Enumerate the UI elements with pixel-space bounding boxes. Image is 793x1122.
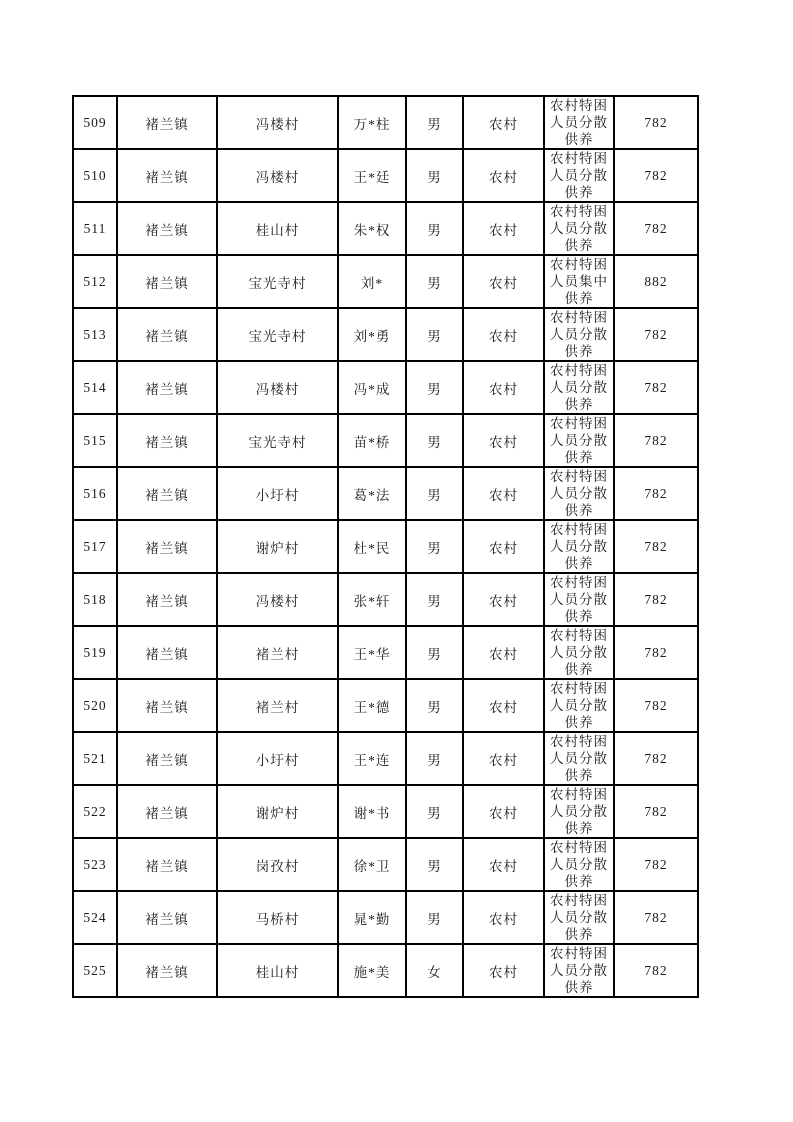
cell-gender: 男: [406, 96, 463, 149]
cell-area-type: 农村: [463, 520, 544, 573]
cell-category: 农村特困人员分散供养: [544, 96, 614, 149]
cell-town: 褚兰镇: [117, 891, 217, 944]
cell-serial-number: 518: [73, 573, 117, 626]
cell-category: 农村特困人员分散供养: [544, 891, 614, 944]
benefit-table: [72, 95, 699, 998]
cell-person-name: 施*美: [338, 944, 406, 997]
cell-serial-number: 513: [73, 308, 117, 361]
cell-area-type: 农村: [463, 785, 544, 838]
cell-gender: 男: [406, 255, 463, 308]
cell-village: 宝光寺村: [217, 255, 338, 308]
cell-town: 褚兰镇: [117, 626, 217, 679]
cell-village: 褚兰村: [217, 679, 338, 732]
cell-village: 冯楼村: [217, 96, 338, 149]
cell-area-type: 农村: [463, 732, 544, 785]
table-row: [73, 149, 698, 202]
cell-amount: 782: [614, 96, 698, 149]
table-row: [73, 96, 698, 149]
cell-town: 褚兰镇: [117, 202, 217, 255]
cell-town: 褚兰镇: [117, 149, 217, 202]
cell-village: 桂山村: [217, 202, 338, 255]
cell-person-name: 葛*法: [338, 467, 406, 520]
cell-amount: 782: [614, 573, 698, 626]
cell-area-type: 农村: [463, 679, 544, 732]
cell-person-name: 冯*成: [338, 361, 406, 414]
cell-serial-number: 516: [73, 467, 117, 520]
cell-gender: 男: [406, 626, 463, 679]
cell-town: 褚兰镇: [117, 308, 217, 361]
benefit-table-body: [73, 96, 698, 997]
cell-amount: 782: [614, 626, 698, 679]
cell-area-type: 农村: [463, 838, 544, 891]
cell-area-type: 农村: [463, 573, 544, 626]
table-row: [73, 573, 698, 626]
table-row: [73, 732, 698, 785]
cell-serial-number: 520: [73, 679, 117, 732]
cell-village: 宝光寺村: [217, 414, 338, 467]
cell-amount: 782: [614, 202, 698, 255]
table-row: [73, 944, 698, 997]
cell-category: 农村特困人员分散供养: [544, 467, 614, 520]
cell-category: 农村特困人员分散供养: [544, 785, 614, 838]
cell-area-type: 农村: [463, 467, 544, 520]
cell-area-type: 农村: [463, 414, 544, 467]
cell-village: 谢炉村: [217, 785, 338, 838]
cell-amount: 882: [614, 255, 698, 308]
cell-town: 褚兰镇: [117, 785, 217, 838]
table-row: [73, 785, 698, 838]
cell-person-name: 刘*勇: [338, 308, 406, 361]
cell-person-name: 杜*民: [338, 520, 406, 573]
cell-person-name: 王*廷: [338, 149, 406, 202]
cell-category: 农村特困人员分散供养: [544, 308, 614, 361]
cell-village: 冯楼村: [217, 361, 338, 414]
cell-category: 农村特困人员分散供养: [544, 149, 614, 202]
cell-category: 农村特困人员分散供养: [544, 626, 614, 679]
cell-amount: 782: [614, 414, 698, 467]
cell-town: 褚兰镇: [117, 255, 217, 308]
cell-area-type: 农村: [463, 202, 544, 255]
table-row: [73, 520, 698, 573]
cell-gender: 男: [406, 679, 463, 732]
cell-gender: 男: [406, 520, 463, 573]
cell-village: 冯楼村: [217, 149, 338, 202]
cell-village: 马桥村: [217, 891, 338, 944]
cell-village: 宝光寺村: [217, 308, 338, 361]
cell-gender: 男: [406, 785, 463, 838]
cell-serial-number: 509: [73, 96, 117, 149]
cell-town: 褚兰镇: [117, 573, 217, 626]
cell-gender: 男: [406, 202, 463, 255]
cell-village: 小圩村: [217, 467, 338, 520]
cell-area-type: 农村: [463, 361, 544, 414]
cell-village: 谢炉村: [217, 520, 338, 573]
cell-person-name: 王*连: [338, 732, 406, 785]
cell-person-name: 王*华: [338, 626, 406, 679]
cell-person-name: 朱*权: [338, 202, 406, 255]
cell-gender: 男: [406, 732, 463, 785]
table-row: [73, 308, 698, 361]
cell-town: 褚兰镇: [117, 361, 217, 414]
cell-amount: 782: [614, 785, 698, 838]
cell-town: 褚兰镇: [117, 414, 217, 467]
table-row: [73, 255, 698, 308]
cell-serial-number: 512: [73, 255, 117, 308]
cell-amount: 782: [614, 838, 698, 891]
cell-amount: 782: [614, 520, 698, 573]
cell-area-type: 农村: [463, 255, 544, 308]
cell-village: 桂山村: [217, 944, 338, 997]
cell-category: 农村特困人员集中供养: [544, 255, 614, 308]
cell-serial-number: 515: [73, 414, 117, 467]
cell-village: 小圩村: [217, 732, 338, 785]
cell-serial-number: 517: [73, 520, 117, 573]
cell-gender: 男: [406, 467, 463, 520]
cell-category: 农村特困人员分散供养: [544, 414, 614, 467]
cell-category: 农村特困人员分散供养: [544, 361, 614, 414]
cell-town: 褚兰镇: [117, 838, 217, 891]
cell-category: 农村特困人员分散供养: [544, 520, 614, 573]
cell-village: 岗孜村: [217, 838, 338, 891]
cell-gender: 男: [406, 308, 463, 361]
cell-person-name: 王*德: [338, 679, 406, 732]
cell-gender: 男: [406, 891, 463, 944]
cell-serial-number: 521: [73, 732, 117, 785]
cell-area-type: 农村: [463, 944, 544, 997]
cell-town: 褚兰镇: [117, 467, 217, 520]
table-row: [73, 467, 698, 520]
table-row: [73, 361, 698, 414]
cell-category: 农村特困人员分散供养: [544, 573, 614, 626]
cell-amount: 782: [614, 308, 698, 361]
cell-category: 农村特困人员分散供养: [544, 202, 614, 255]
cell-area-type: 农村: [463, 149, 544, 202]
table-row: [73, 202, 698, 255]
cell-person-name: 苗*桥: [338, 414, 406, 467]
cell-village: 冯楼村: [217, 573, 338, 626]
cell-gender: 男: [406, 838, 463, 891]
cell-amount: 782: [614, 732, 698, 785]
cell-person-name: 张*轩: [338, 573, 406, 626]
cell-person-name: 徐*卫: [338, 838, 406, 891]
cell-serial-number: 523: [73, 838, 117, 891]
cell-serial-number: 514: [73, 361, 117, 414]
cell-gender: 男: [406, 361, 463, 414]
cell-person-name: 谢*书: [338, 785, 406, 838]
cell-category: 农村特困人员分散供养: [544, 838, 614, 891]
cell-gender: 男: [406, 573, 463, 626]
cell-town: 褚兰镇: [117, 732, 217, 785]
cell-area-type: 农村: [463, 96, 544, 149]
cell-serial-number: 524: [73, 891, 117, 944]
cell-amount: 782: [614, 891, 698, 944]
cell-category: 农村特困人员分散供养: [544, 944, 614, 997]
cell-town: 褚兰镇: [117, 944, 217, 997]
table-row: [73, 679, 698, 732]
cell-amount: 782: [614, 679, 698, 732]
cell-gender: 男: [406, 149, 463, 202]
cell-category: 农村特困人员分散供养: [544, 732, 614, 785]
cell-amount: 782: [614, 467, 698, 520]
cell-amount: 782: [614, 149, 698, 202]
table-row: [73, 414, 698, 467]
cell-area-type: 农村: [463, 891, 544, 944]
cell-town: 褚兰镇: [117, 520, 217, 573]
cell-amount: 782: [614, 361, 698, 414]
cell-town: 褚兰镇: [117, 679, 217, 732]
table-row: [73, 626, 698, 679]
cell-serial-number: 522: [73, 785, 117, 838]
cell-serial-number: 525: [73, 944, 117, 997]
table-row: [73, 891, 698, 944]
cell-amount: 782: [614, 944, 698, 997]
cell-village: 褚兰村: [217, 626, 338, 679]
cell-area-type: 农村: [463, 308, 544, 361]
cell-person-name: 万*柱: [338, 96, 406, 149]
cell-gender: 女: [406, 944, 463, 997]
table-row: [73, 838, 698, 891]
cell-person-name: 刘*: [338, 255, 406, 308]
cell-gender: 男: [406, 414, 463, 467]
cell-category: 农村特困人员分散供养: [544, 679, 614, 732]
cell-serial-number: 519: [73, 626, 117, 679]
cell-area-type: 农村: [463, 626, 544, 679]
cell-serial-number: 510: [73, 149, 117, 202]
cell-serial-number: 511: [73, 202, 117, 255]
cell-person-name: 晁*勤: [338, 891, 406, 944]
cell-town: 褚兰镇: [117, 96, 217, 149]
